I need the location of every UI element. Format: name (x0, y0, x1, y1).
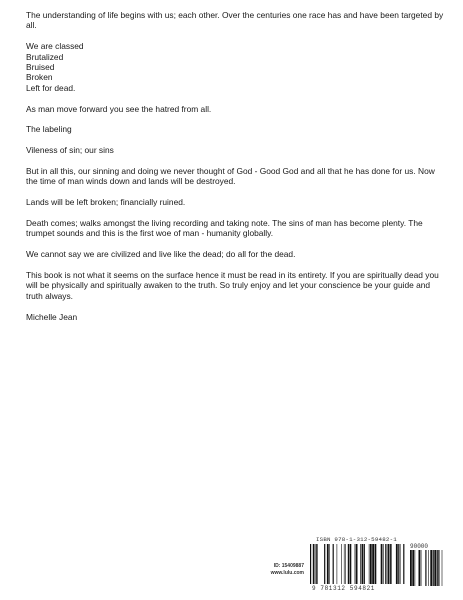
barcode-bar (415, 550, 416, 586)
barcode-bar (437, 550, 438, 586)
barcode-bar (333, 544, 334, 584)
poem-block (26, 41, 446, 93)
paragraph-2: As man move forward you see the hatred from all. (26, 103, 212, 114)
paragraph-3: The labeling (26, 124, 72, 135)
barcode-bar (421, 550, 422, 586)
barcode-bar (388, 544, 389, 584)
barcode-bar (372, 544, 374, 584)
paragraph-9: This book is not what it seems on the surface hence it must be read in its entirety. If you are spiritually dead you will be physically and spiritually awaken to the truth. So truly enjoy and let your conscience be your guide and truth always. (26, 270, 439, 301)
lulu-site: www.lulu.com (270, 570, 304, 576)
lulu-id: ID: 15409887 (273, 563, 304, 569)
price-barcode-icon (410, 550, 448, 586)
barcode-bar (391, 544, 392, 584)
author-signature: Michelle Jean (26, 311, 78, 322)
barcode-bar (428, 550, 429, 586)
price-code: 90000 (410, 543, 429, 550)
barcode-bar (396, 544, 398, 584)
poem-line: Bruised (26, 62, 55, 73)
barcode-bar (348, 544, 349, 584)
paragraph-6: Lands will be left broken; financially ruined. (26, 197, 186, 208)
barcode-bar (434, 550, 436, 586)
barcode-bar (341, 544, 342, 584)
barcode-bar (419, 550, 421, 586)
barcode-bar (403, 544, 404, 584)
poem-line: We are classed (26, 41, 84, 52)
paragraph-5: But in all this, our sinning and doing we never thought of God - Good God and all that he has done for us. Now the time of man winds down and lands will be destroyed. (26, 166, 435, 187)
barcode-bars-icon (310, 544, 406, 586)
barcode-bar (324, 544, 325, 584)
paragraph-7: Death comes; walks amongst the living recording and taking note. The sins of man has become plenty. The trumpet sounds and this is the first woe of man - humanity globally. (26, 218, 423, 239)
barcode-bar (345, 544, 346, 584)
barcode-bar (313, 544, 314, 584)
barcode-bar (433, 550, 434, 586)
barcode-bar (344, 544, 345, 584)
barcode-bar (355, 544, 356, 584)
isbn-barcode (258, 536, 451, 592)
poem-line: Left for dead. (26, 82, 76, 93)
barcode-bar (370, 544, 372, 584)
barcode-bar (315, 544, 316, 584)
barcode-bar (381, 544, 383, 584)
paragraph-4: Vileness of sin; our sins (26, 145, 114, 156)
barcode-bar (364, 544, 365, 584)
isbn-label: ISBN 978-1-312-59482-1 (316, 536, 397, 543)
paragraph-1: The understanding of life begins with us; each other. Over the centuries one race has and have been targeted by all. (26, 10, 444, 31)
barcode-bar (375, 544, 377, 584)
barcode-bar (356, 544, 358, 584)
paragraph-8: We cannot say we are civilized and live like the dead; do all for the dead. (26, 249, 296, 260)
barcode-bar (317, 544, 318, 584)
barcode-bar (369, 544, 370, 584)
barcode-bar (412, 550, 414, 586)
barcode-bar (425, 550, 426, 586)
barcode-bar (329, 544, 330, 584)
barcode-digits: 9 781312 594821 (312, 585, 376, 592)
barcode-bar (390, 544, 391, 584)
barcode-bar (430, 550, 432, 586)
barcode-bar (383, 544, 384, 584)
barcode-bar (400, 544, 401, 584)
barcode-bar (398, 544, 399, 584)
poem-line: Brutalized (26, 51, 64, 62)
barcode-bar (337, 544, 338, 584)
barcode-bar (362, 544, 363, 584)
barcode-bar (385, 544, 386, 584)
barcode-bar (438, 550, 439, 586)
poem-line: Broken (26, 72, 53, 83)
barcode-bar (387, 544, 388, 584)
barcode-bar (350, 544, 352, 584)
barcode-bar (316, 544, 317, 584)
body-text (26, 10, 446, 332)
barcode-bar (360, 544, 361, 584)
barcode-bar (327, 544, 329, 584)
barcode-bar (310, 544, 311, 584)
barcode-bar (410, 550, 412, 586)
barcode-bar (442, 550, 443, 586)
